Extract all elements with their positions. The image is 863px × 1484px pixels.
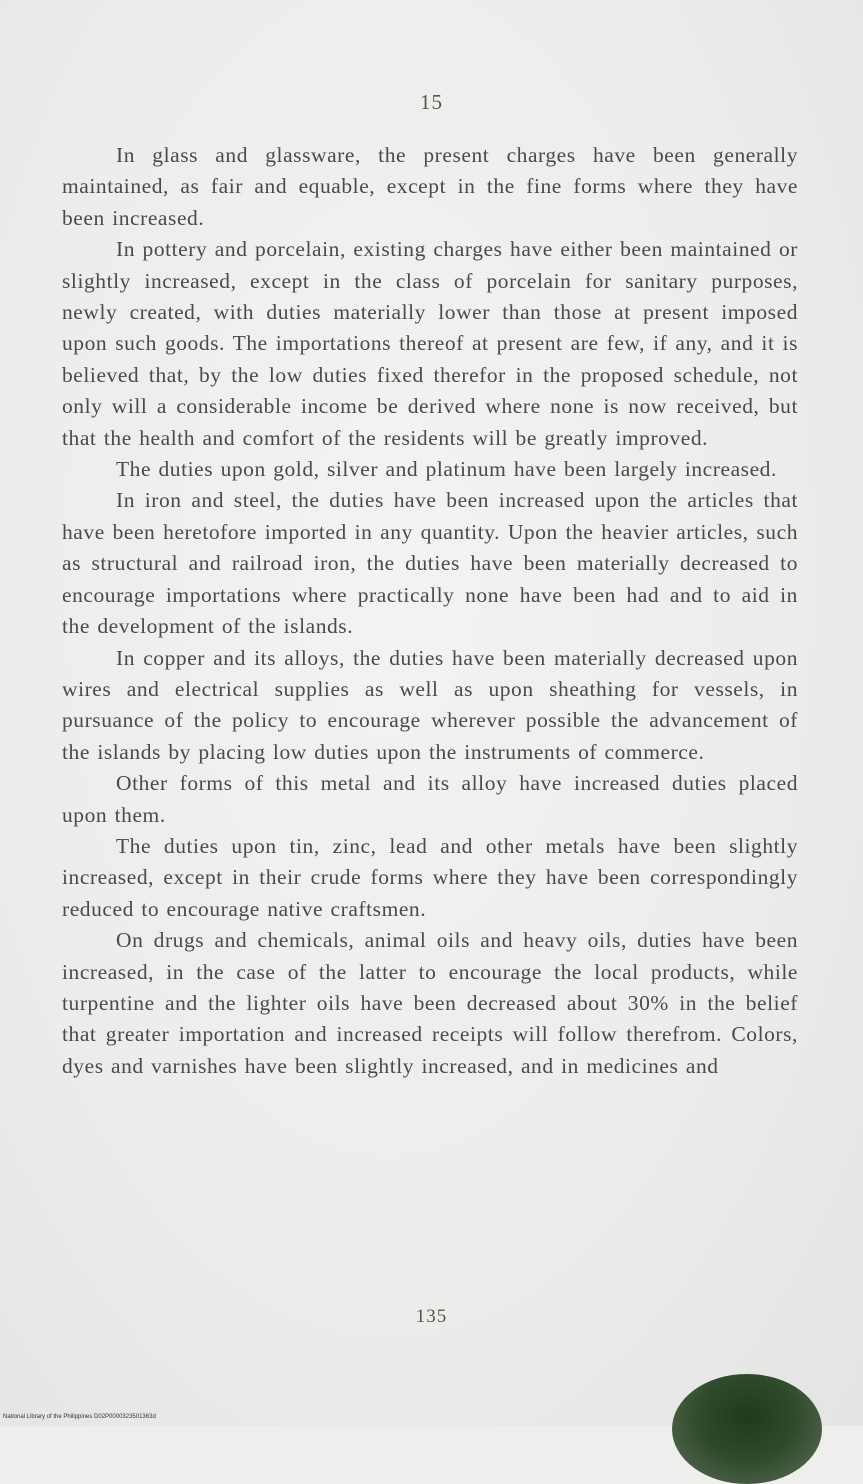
paragraph-glass: In glass and glassware, the present charges have been generally maintained, as fair and equable, except in the fine forms where they have been increased.: [62, 143, 798, 230]
paragraph-copper: In copper and its alloys, the duties have been materially decreased upon wires and electrical supplies as well as upon sheathing for vessels, in pursuance of the policy to encourage wherever possible the advancement of the islands by placing low duties upon the instruments of commerce.: [62, 645, 798, 764]
paragraph-gold: The duties upon gold, silver and platinum have been largely increased.: [116, 457, 777, 482]
thumb-shadow: [672, 1374, 822, 1484]
paragraph-other-forms: Other forms of this metal and its alloy have increased duties placed upon them.: [62, 771, 798, 827]
body-text: [62, 140, 798, 1082]
page-number-bottom: 135: [415, 1306, 448, 1327]
footer-credit: National Library of the Philippines D02P0000323501363d: [3, 1414, 156, 1420]
paragraph-tin-zinc: The duties upon tin, zinc, lead and other metals have been slightly increased, except in their crude forms where they have been correspondingly reduced to encourage native craftsmen.: [62, 833, 798, 921]
paragraph-iron-steel: In iron and steel, the duties have been increased upon the articles that have been heretofore imported in any quantity. Upon the heavier articles, such as structural and railroad iron, the duties have been materially decreased to encourage importations where practically none have been had and to aid in the development of the islands.: [62, 488, 798, 639]
page-number-top: 15: [420, 90, 443, 114]
paragraph-drugs: On drugs and chemicals, animal oils and heavy oils, duties have been increased, in the case of the latter to encourage the local products, while turpentine and the lighter oils have been decreased about 30% in the belief that greater importation and increased receipts will follow therefrom. Colors, dyes and varnishes have been slightly increased, and in medicines and: [62, 928, 798, 1078]
paragraph-pottery: In pottery and porcelain, existing charges have either been maintained or slightly increased, except in the class of porcelain for sanitary purposes, newly created, with duties materially lower than those at present imposed upon such goods. The importations thereof at present are few, if any, and it is believed that, by the low duties fixed therefor in the proposed schedule, not only will a considerable income be derived where none is now received, but that the health and comfort of the residents will be greatly improved.: [62, 237, 798, 450]
